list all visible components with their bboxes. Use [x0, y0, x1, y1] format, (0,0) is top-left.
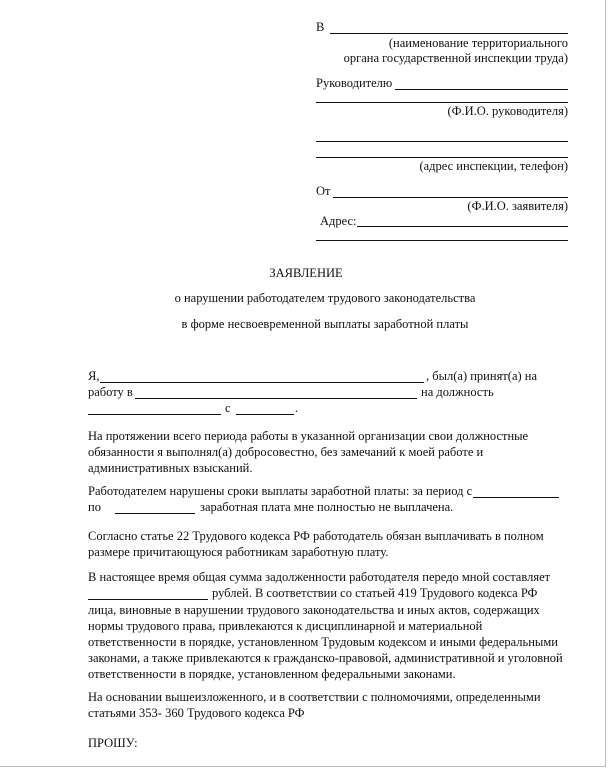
start-date-field[interactable]	[236, 414, 294, 415]
period-start-field[interactable]	[473, 497, 559, 498]
paragraph-line: На протяжении всего периода работы в указанной организации свои должностные	[88, 429, 529, 443]
debt-amount-field[interactable]	[88, 599, 208, 600]
intro-i-prefix: Я,	[88, 369, 100, 383]
applicant-name-field[interactable]	[333, 197, 568, 198]
employee-name-field[interactable]	[100, 382, 424, 383]
paragraph-article-22	[88, 528, 578, 560]
paragraph-line: На основании вышеизложенного, и в соответствии с полномочиями, определенными	[88, 690, 541, 704]
to-prefix: В	[316, 20, 325, 34]
paragraph-basis	[88, 689, 578, 721]
position-field[interactable]	[88, 414, 221, 415]
paragraph-debt-line1: В настоящее время общая сумма задолженности работодателя передо мной составляет	[88, 570, 551, 584]
intro-work-prefix: работу в	[88, 385, 133, 399]
applicant-address-label: Адрес:	[320, 214, 357, 228]
paragraph-violation-po: по	[88, 500, 101, 514]
recipient-inspection-field[interactable]	[330, 33, 568, 34]
from-caption: (Ф.И.О. заявителя)	[467, 199, 568, 213]
paragraph-line: размере причитающуюся работникам заработную плату.	[88, 545, 389, 559]
paragraph-line: Согласно статье 22 Трудового кодекса РФ работодатель обязан выплачивать в полном	[88, 529, 544, 543]
period-end-field[interactable]	[115, 513, 195, 514]
paragraph-line: законами, а также привлекаются к гражданско-правовой, административной и уголовной	[88, 651, 563, 665]
head-name-field-2[interactable]	[316, 102, 568, 103]
paragraph-violation-line2: заработная плата мне полностью не выплачена.	[200, 500, 454, 514]
paragraph-line: ответственности в порядке, установленном федеральными законами.	[88, 667, 456, 681]
head-caption: (Ф.И.О. руководителя)	[447, 104, 568, 118]
intro-hired-suffix: , был(а) принят(а) на	[426, 369, 538, 383]
paragraph-line: статьями 353- 360 Трудового кодекса РФ	[88, 706, 305, 720]
intro-period: .	[295, 401, 299, 415]
intro-position-suffix: на должность	[421, 385, 494, 399]
paragraph-line: ответственности в порядке, установленном Трудовым кодексом и иными федеральными	[88, 635, 558, 649]
address-caption: (адрес инспекции, телефон)	[419, 159, 568, 173]
inspection-address-field-1[interactable]	[316, 141, 568, 142]
paragraph-line: лица, виновные в нарушении трудового законодательства и иных актов, содержащих	[88, 603, 540, 617]
paragraph-debt-line2: рублей. В соответствии со статьей 419 Трудового кодекса РФ	[212, 586, 538, 600]
paragraph-line: нормы трудового права, привлекаются к дисциплинарной и материальной	[88, 619, 483, 633]
document-subtitle-2: в форме несвоевременной выплаты заработной платы	[181, 317, 469, 331]
from-label: От	[316, 184, 331, 198]
paragraph-conduct	[88, 428, 578, 476]
recipient-caption-line1: (наименование территориального	[388, 36, 568, 50]
document-subtitle-1: о нарушении работодателем трудового законодательства	[174, 291, 476, 305]
intro-since-prefix: с	[225, 401, 231, 415]
employer-name-field[interactable]	[135, 398, 417, 399]
recipient-caption-line2: органа государственной инспекции труда)	[343, 51, 568, 65]
head-label: Руководителю	[316, 76, 393, 90]
applicant-address-field-2[interactable]	[316, 240, 568, 241]
inspection-address-field-2[interactable]	[316, 157, 568, 158]
head-name-field[interactable]	[395, 89, 568, 90]
request-heading: ПРОШУ:	[88, 736, 138, 750]
paragraph-liability	[88, 602, 578, 682]
applicant-address-field-1[interactable]	[357, 226, 568, 227]
paragraph-line: обязанности я выполнял(а) добросовестно, без замечаний к моей работе и	[88, 445, 484, 459]
document-title: ЗАЯВЛЕНИЕ	[269, 266, 343, 280]
paragraph-line: административных взысканий.	[88, 461, 253, 475]
paragraph-violation-line1: Работодателем нарушены сроки выплаты заработной платы: за период с	[88, 484, 473, 498]
